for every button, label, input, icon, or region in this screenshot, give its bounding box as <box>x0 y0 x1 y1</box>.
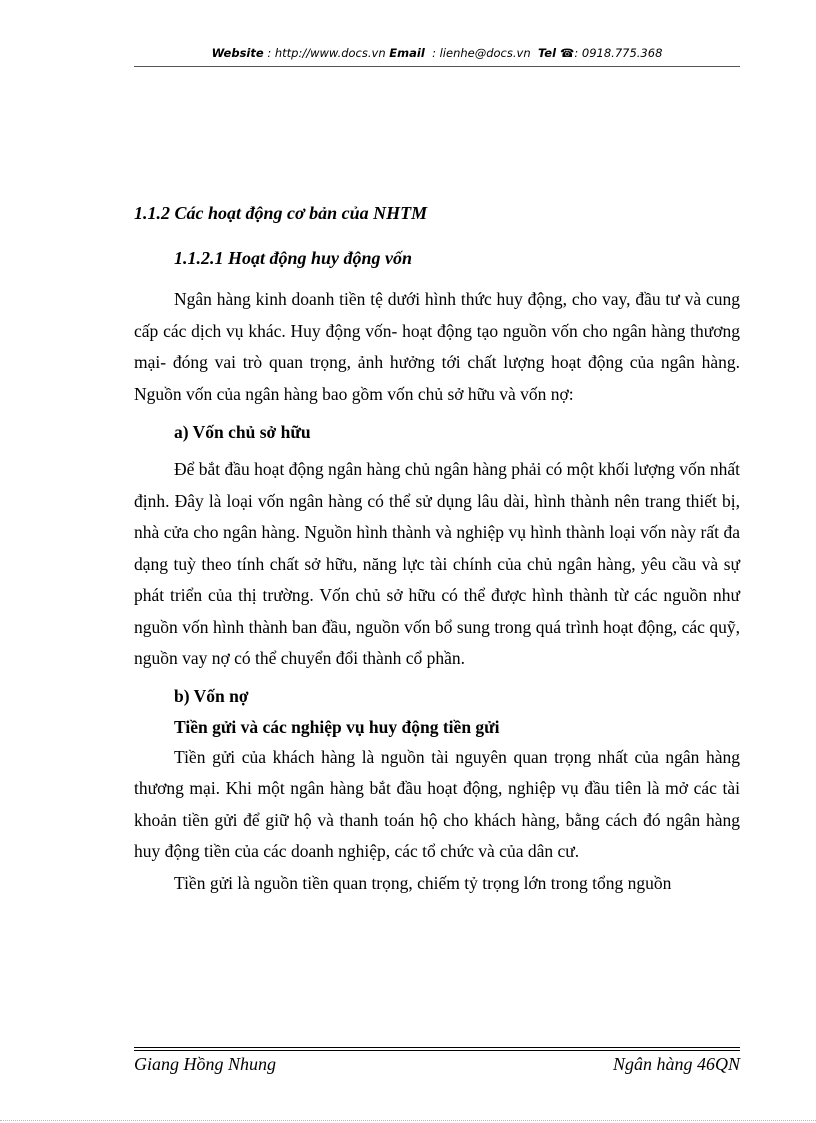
heading-deposits: Tiền gửi và các nghiệp vụ huy động tiền gửi <box>174 716 500 737</box>
header-rule <box>134 66 740 67</box>
tel-value: : 0918.775.368 <box>574 46 663 60</box>
page-header <box>134 46 740 60</box>
subsection-title: 1.1.2.1 Hoạt động huy động vốn <box>174 248 413 268</box>
footer-author: Giang Hồng Nhung <box>134 1054 277 1074</box>
heading-debt-capital: b) Vốn nợ <box>174 685 249 706</box>
phone-icon: ☎ <box>560 46 575 60</box>
intro-paragraph: Ngân hàng kinh doanh tiền tệ dưới hình thức huy động, cho vay, đầu tư và cung cấp các dịch vụ khác. Huy động vốn- hoạt động tạo nguồn vốn cho ngân hàng thương mại- đóng vai trò quan trọng, ảnh hưởng tới chất lượng hoạt động của ngân hàng. Nguồn vốn của ngân hàng bao gồm vốn chủ sở hữu và vốn nợ: <box>134 289 740 404</box>
tel-label: Tel <box>537 46 561 60</box>
owner-equity-paragraph: Để bắt đầu hoạt động ngân hàng chủ ngân hàng phải có một khối lượng vốn nhất định. Đây là loại vốn ngân hàng có thể sử dụng lâu dài, hình thành nên trang thiết bị, nhà cửa cho ngân hàng. Nguồn hình thành và nghiệp vụ hình thành loại vốn này rất đa dạng tuỳ theo tính chất sở hữu, năng lực tài chính của chủ ngân hàng, yêu cầu và sự phát triển của thị trường. Vốn chủ sở hữu có thể được hình thành từ các nguồn như nguồn vốn hình thành ban đầu, nguồn vốn bổ sung trong quá trình hoạt động, các quỹ, nguồn vay nợ có thể chuyển đổi thành cổ phần. <box>134 459 740 668</box>
footer-rule-bottom <box>134 1050 740 1051</box>
website-value: : http://www.docs.vn <box>263 46 390 60</box>
footer-rule-top <box>134 1047 740 1048</box>
website-label: Website <box>211 46 264 60</box>
page-edge-divider <box>0 1120 816 1121</box>
document-body <box>134 198 740 899</box>
deposits-paragraph-2: Tiền gửi là nguồn tiền quan trọng, chiếm tỷ trọng lớn trong tổng nguồn <box>174 872 672 893</box>
footer-class: Ngân hàng 46QN <box>612 1054 740 1074</box>
section-title: 1.1.2 Các hoạt động cơ bản của NHTM <box>134 203 428 223</box>
heading-owner-equity: a) Vốn chủ sở hữu <box>174 422 311 442</box>
email-value: : lienhe@docs.vn <box>424 46 538 60</box>
email-label: Email <box>389 46 425 60</box>
deposits-paragraph-1: Tiền gửi của khách hàng là nguồn tài nguyên quan trọng nhất của ngân hàng thương mại. Khi một ngân hàng bắt đầu hoạt động, nghiệp vụ đầu tiên là mở các tài khoản tiền gửi để giữ hộ và thanh toán hộ cho khách hàng, bằng cách đó ngân hàng huy động tiền của các doanh nghiệp, các tổ chức và của dân cư. <box>134 746 740 861</box>
